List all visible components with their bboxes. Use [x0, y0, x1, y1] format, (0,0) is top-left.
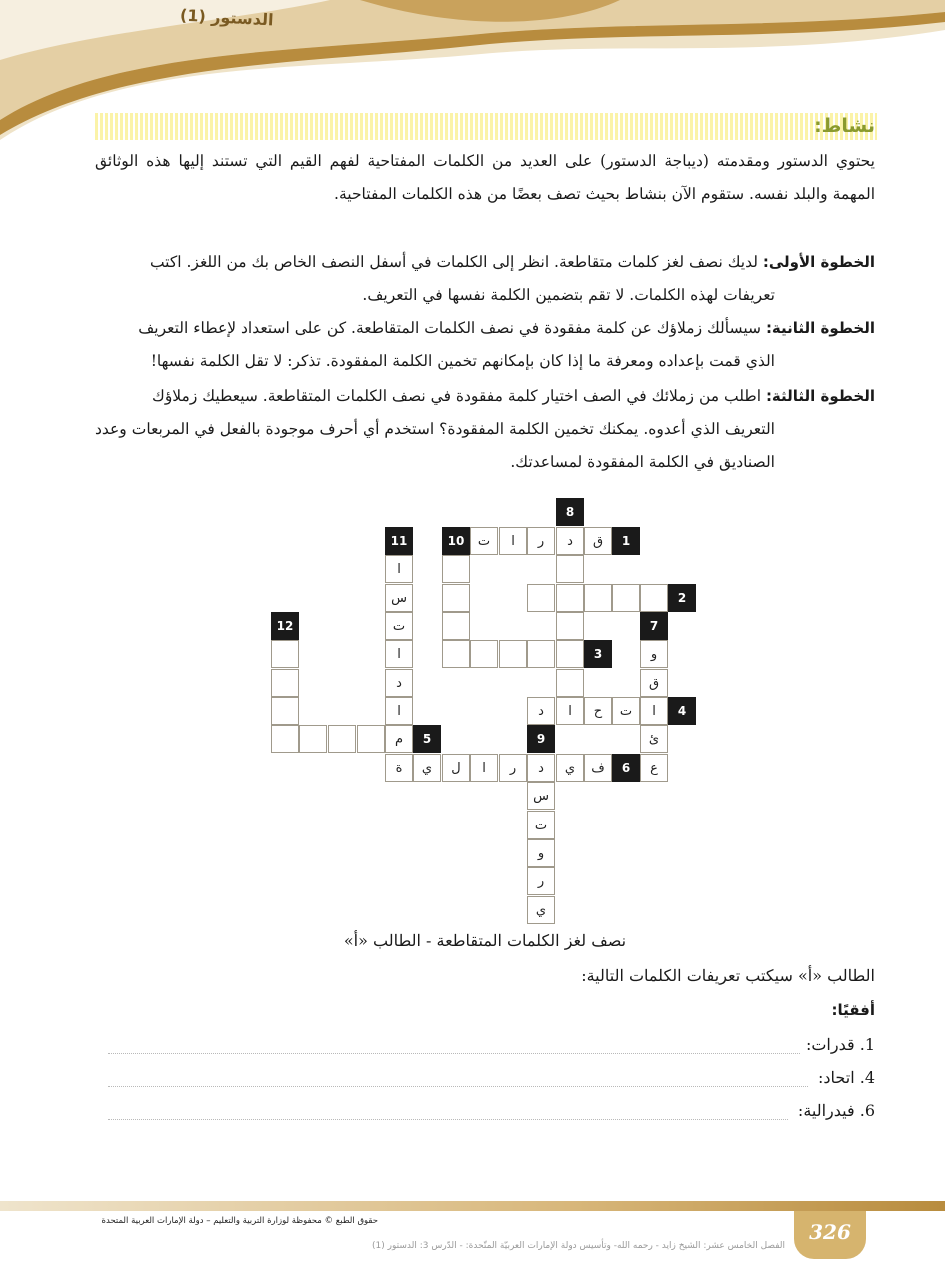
step-2-label: الخطوة الثانية: [765, 319, 875, 337]
crossword-cell [556, 584, 584, 612]
crossword-cell [271, 669, 299, 697]
definition-answer-line-4[interactable] [108, 1085, 808, 1087]
crossword-cell: ا [640, 697, 668, 725]
clue-number-7: 7 [640, 612, 668, 640]
clue-number-12: 12 [271, 612, 299, 640]
definition-item-6: 6. فيدرالية: [797, 1101, 875, 1120]
crossword-cell: ع [640, 754, 668, 782]
step-3-text: اطلب من زملائك في الصف اختيار كلمة مفقودة في نصف الكلمات المتقاطعة. سيعطيك زملاؤك [152, 387, 761, 405]
crossword-cell: س [527, 782, 555, 810]
clue-number-3: 3 [584, 640, 612, 668]
crossword-caption: نصف لغز الكلمات المتقاطعة - الطالب «أ» [343, 931, 627, 950]
activity-intro: يحتوي الدستور ومقدمته (ديباجة الدستور) على العديد من الكلمات المفتاحية لفهم القيم التي تستند إليها هذه الوثائق المهمة والبلد نفسه. ستقوم الآن بنشاط بحيث تصف بعضًا من هذه الكلمات المفتاحية. [95, 152, 875, 203]
definition-answer-line-1[interactable] [108, 1052, 800, 1054]
chapter-title: الدستور (1) [179, 5, 275, 30]
breadcrumb: الفصل الخامس عشر: الشيخ زايد - رحمه الله- وتأسيس دولة الإمارات العربيّة المتّحدة: - الدّرس 3: الدستور (1) [372, 1241, 785, 1251]
clue-number-2: 2 [668, 584, 696, 612]
step-2-continued: الذي قمت بإعداده ومعرفة ما إذا كان بإمكانهم تخمين الكلمة المفقودة. تذكر: لا تقل الكلمة نفسها! [150, 352, 775, 370]
crossword-cell: ي [527, 896, 555, 924]
crossword-cell: ا [499, 527, 527, 555]
crossword-cell: ت [470, 527, 498, 555]
crossword-cell: د [527, 697, 555, 725]
clue-number-4: 4 [668, 697, 696, 725]
crossword-cell: ا [385, 555, 413, 583]
clue-number-6: 6 [612, 754, 640, 782]
crossword-cell: ر [499, 754, 527, 782]
crossword-cell [556, 612, 584, 640]
crossword-cell: ح [584, 697, 612, 725]
crossword-cell: ق [640, 669, 668, 697]
clue-number-10: 10 [442, 527, 470, 555]
crossword-cell: د [385, 669, 413, 697]
crossword-cell [442, 640, 470, 668]
crossword-cell [442, 555, 470, 583]
step-1 [95, 246, 875, 312]
crossword-cell: ئ [640, 725, 668, 753]
step-2 [95, 312, 875, 378]
crossword-cell: ر [527, 867, 555, 895]
step-1-continued: تعريفات لهذه الكلمات. لا تقم بتضمين الكلمة نفسها في التعريف. [362, 286, 775, 304]
crossword-cell: ا [470, 754, 498, 782]
crossword-cell: ل [442, 754, 470, 782]
activity-header-bar [95, 113, 877, 140]
crossword-cell: د [527, 754, 555, 782]
crossword-cell: ا [385, 640, 413, 668]
crossword-cell [271, 697, 299, 725]
crossword-cell [499, 640, 527, 668]
crossword-cell [328, 725, 356, 753]
step-2-text: سيسألك زملاؤك عن كلمة مفقودة في نصف الكلمات المتقاطعة. كن على استعداد لإعطاء التعريف [138, 319, 761, 337]
crossword-cell [556, 640, 584, 668]
crossword-cell: ف [584, 754, 612, 782]
crossword-cell: ا [385, 697, 413, 725]
crossword-cell: ت [527, 811, 555, 839]
activity-title: نشاط: [814, 115, 875, 137]
crossword-cell [271, 725, 299, 753]
crossword-cell: م [385, 725, 413, 753]
definition-item-1: 1. قدرات: [805, 1035, 875, 1054]
clue-number-5: 5 [413, 725, 441, 753]
crossword-cell [556, 555, 584, 583]
crossword-cell: ا [556, 697, 584, 725]
crossword-cell: د [556, 527, 584, 555]
crossword-cell [442, 612, 470, 640]
clue-number-8: 8 [556, 498, 584, 526]
horizontal-label: أفقيًا: [831, 1001, 875, 1019]
footer-bar [0, 1201, 945, 1211]
crossword-cell: ي [413, 754, 441, 782]
crossword-cell [556, 669, 584, 697]
crossword-cell: ق [584, 527, 612, 555]
definition-answer-line-6[interactable] [108, 1118, 788, 1120]
definitions-instruction: الطالب «أ» سيكتب تعريفات الكلمات التالية: [581, 966, 875, 985]
crossword-cell: ر [527, 527, 555, 555]
crossword-cell: ي [556, 754, 584, 782]
crossword-cell: ت [385, 612, 413, 640]
crossword-cell: و [640, 640, 668, 668]
crossword-cell [527, 584, 555, 612]
step-3-continued: التعريف الذي أعدوه. يمكنك تخمين الكلمة المفقودة؟ استخدم أي أحرف موجودة بالفعل في المربعات وعدد الصناديق في الكلمة المفقودة لمساعدتك. [95, 420, 775, 471]
clue-number-1: 1 [612, 527, 640, 555]
step-3-label: الخطوة الثالثة: [765, 387, 875, 405]
crossword-cell [612, 584, 640, 612]
step-1-label: الخطوة الأولى: [762, 253, 875, 271]
page-number: 326 [809, 1220, 851, 1244]
step-1-text: لديك نصف لغز كلمات متقاطعة. انظر إلى الكلمات في أسفل النصف الخاص بك من اللغز. اكتب [149, 253, 758, 271]
clue-number-11: 11 [385, 527, 413, 555]
crossword-cell [527, 640, 555, 668]
clue-number-9: 9 [527, 725, 555, 753]
crossword-cell [271, 640, 299, 668]
copyright-notice: حقوق الطبع © محفوظة لوزارة التربية والتعليم – دولة الإمارات العربية المتحدة [101, 1216, 378, 1226]
crossword-cell [299, 725, 327, 753]
crossword-cell: و [527, 839, 555, 867]
definition-item-4: 4. اتحاد: [818, 1068, 875, 1087]
crossword-cell [640, 584, 668, 612]
crossword-cell: ة [385, 754, 413, 782]
crossword-cell: ت [612, 697, 640, 725]
crossword-cell [470, 640, 498, 668]
crossword-cell [442, 584, 470, 612]
crossword-cell [357, 725, 385, 753]
crossword-cell [584, 584, 612, 612]
step-3 [95, 380, 875, 479]
crossword-cell: س [385, 584, 413, 612]
